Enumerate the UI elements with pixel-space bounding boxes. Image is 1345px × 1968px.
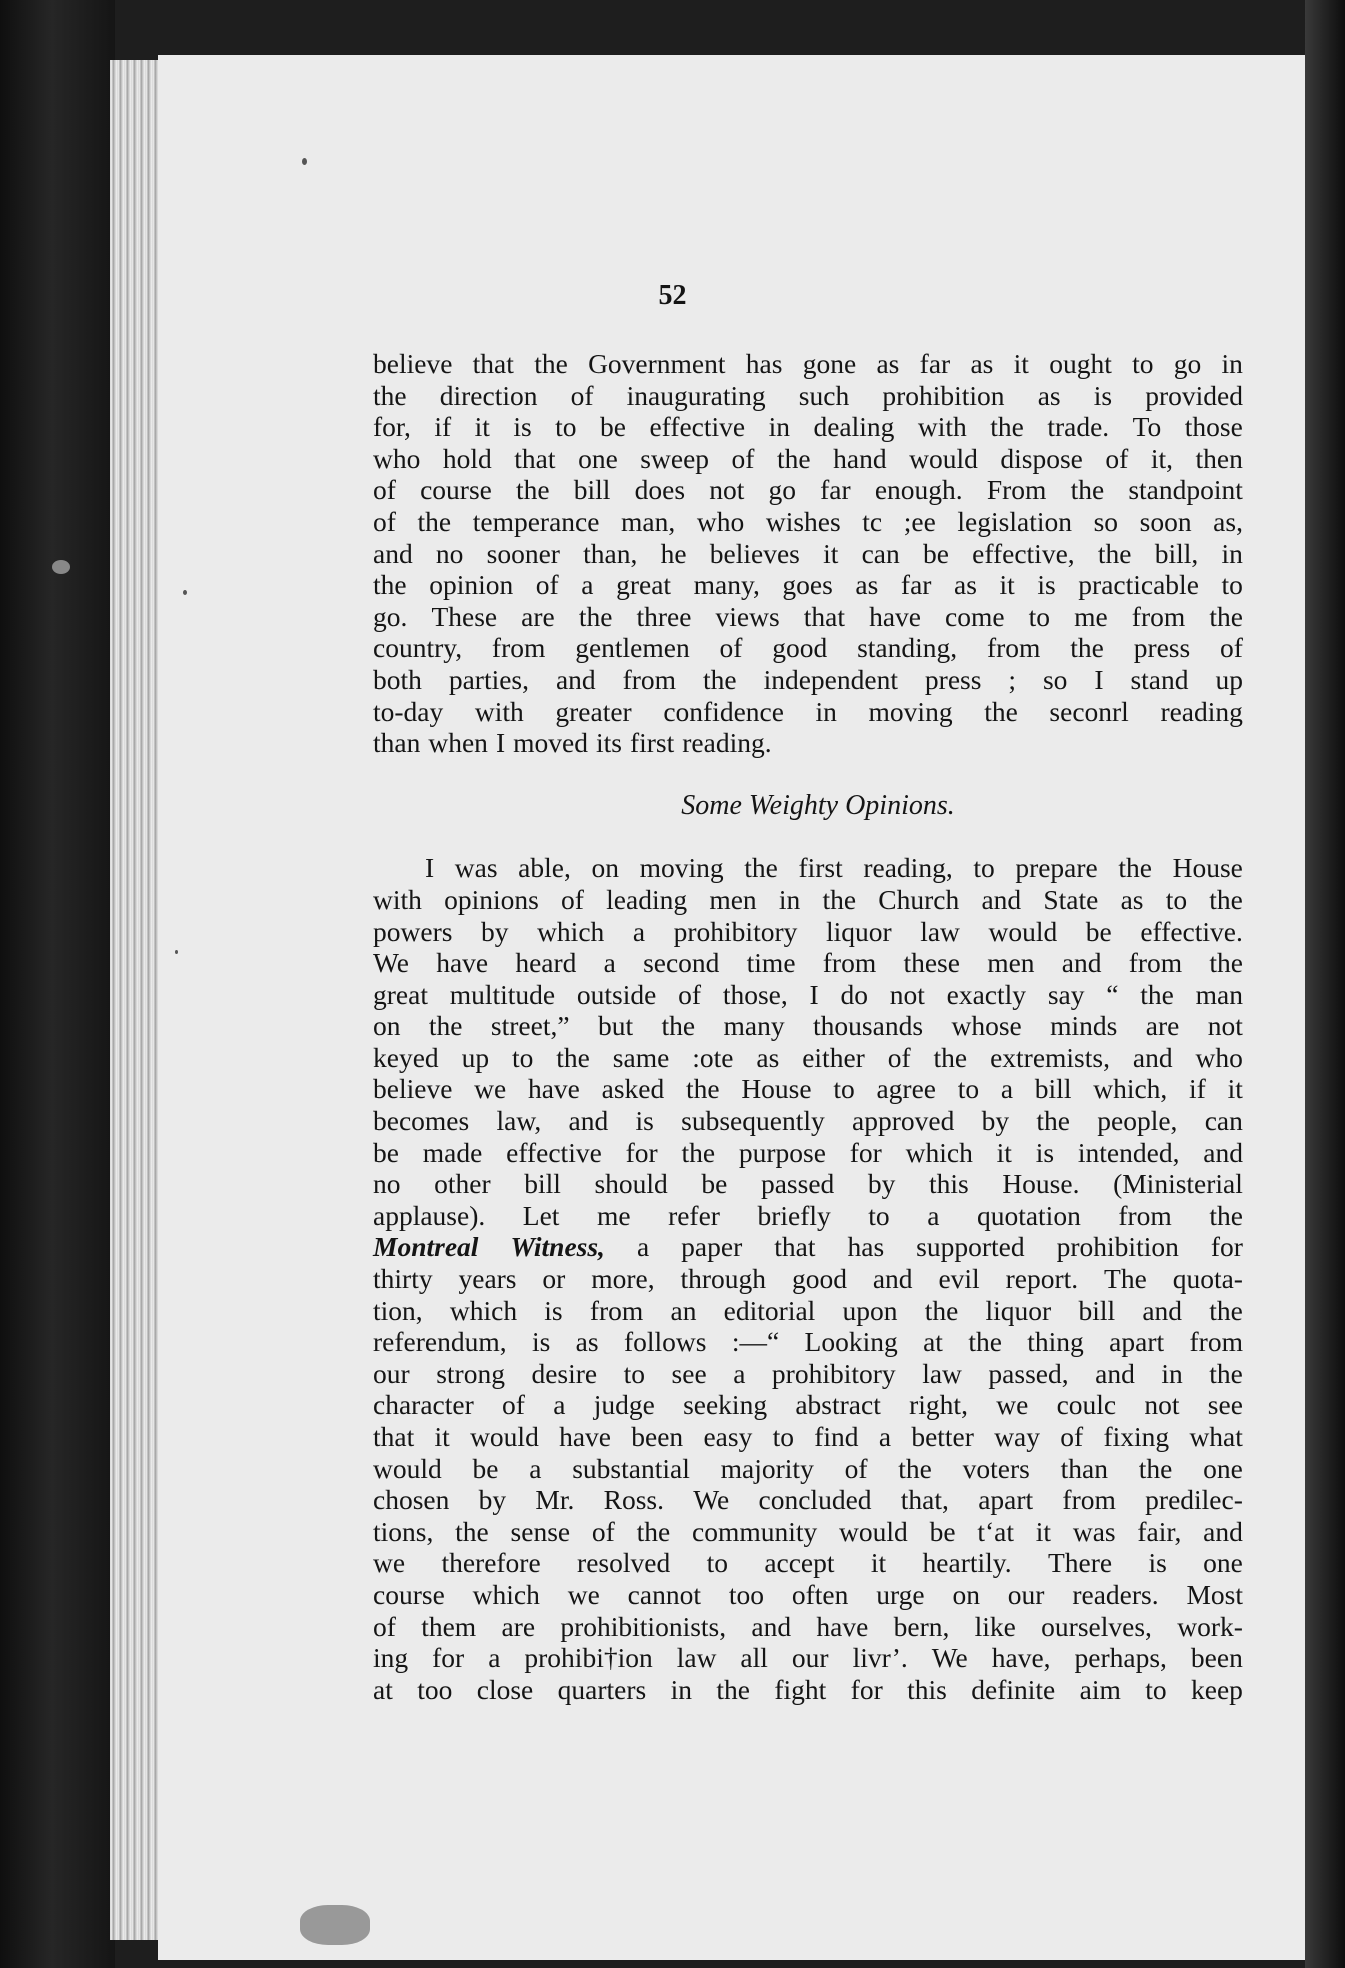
text-line: course which we cannot too often urge on our readers. Most [373, 1578, 1243, 1610]
page-number: 52 [658, 280, 687, 311]
text-line: of the temperance man, who wishes tc ;ee legislation so soon as, [373, 505, 1243, 537]
text-line: believe that the Government has gone as far as it ought to go in [373, 348, 1243, 379]
text-line: go. These are the three views that have come to me from the [373, 600, 1243, 632]
text-line: the direction of inaugurating such prohibition as is provided [373, 379, 1243, 411]
text-line: powers by which a prohibitory liquor law would be effective. [373, 915, 1243, 947]
text-line: thirty years or more, through good and evil report. The quota- [373, 1263, 1243, 1295]
section-heading: Some Weighty Opinions. [681, 789, 955, 821]
text-line: We have heard a second time from these men and from the [373, 947, 1243, 979]
text-line: no other bill should be passed by this House. (Ministerial [373, 1168, 1243, 1200]
text-line: country, from gentlemen of good standing, from the press of [373, 632, 1243, 664]
text-line: that it would have been easy to find a better way of fixing what [373, 1421, 1243, 1452]
scan-speck [183, 590, 187, 595]
text-line: be made effective for the purpose for which it is intended, and [373, 1136, 1243, 1168]
text-line: the opinion of a great many, goes as far as it is practicable to [373, 569, 1243, 601]
text-line: keyed up to the same :ote as either of the extremists, and who [373, 1041, 1243, 1073]
paragraph-1 [373, 348, 1243, 759]
scan-speck [300, 1905, 370, 1945]
text-line: chosen by Mr. Ross. We concluded that, apart from predilec- [373, 1484, 1243, 1516]
body-text [373, 348, 1243, 1705]
text-line: who hold that one sweep of the hand would dispose of it, then [373, 442, 1243, 474]
text-line: of course the bill does not go far enough. From the standpoint [373, 474, 1243, 506]
page-edges [110, 60, 158, 1940]
text-line: would be a substantial majority of the voters than the one [373, 1452, 1243, 1484]
text-line: becomes law, and is subsequently approved by the people, can [373, 1105, 1243, 1137]
text-line: both parties, and from the independent press ; so I stand up [373, 663, 1243, 695]
text-line: at too close quarters in the fight for this definite aim to keep [373, 1673, 1243, 1705]
text-line: on the street,” but the many thousands whose minds are not [373, 1010, 1243, 1042]
paragraph-2 [373, 852, 1243, 1705]
scan-speck [52, 560, 70, 574]
text-line: ing for a prohibi†ion law all our livr’. We have, perhaps, been [373, 1642, 1243, 1674]
text-line: of them are prohibitionists, and have bern, like ourselves, work- [373, 1610, 1243, 1642]
text-line: character of a judge seeking abstract right, we coulc not see [373, 1389, 1243, 1421]
text-line: I was able, on moving the first reading, to prepare the House [425, 852, 1243, 884]
text-line: tions, the sense of the community would be tʻat it was fair, and [373, 1515, 1243, 1547]
text-line: to-day with greater confidence in moving the seconrl reading [373, 695, 1243, 727]
text-line: with opinions of leading men in the Church and State as to the [373, 883, 1243, 915]
text-line: we therefore resolved to accept it heartily. There is one [373, 1547, 1243, 1579]
text-line: for, if it is to be effective in dealing with the trade. To those [373, 411, 1243, 443]
text-line: applause). Let me refer briefly to a quotation from the [373, 1199, 1243, 1231]
scan-speck [175, 950, 178, 954]
text-line: believe we have asked the House to agree to a bill which, if it [373, 1073, 1243, 1105]
scan-speck [302, 158, 307, 165]
text-line: Montreal Witness, a paper that has supported prohibition for [373, 1231, 1243, 1263]
text-line: great multitude outside of those, I do not exactly say “ the man [373, 978, 1243, 1010]
text-line: our strong desire to see a prohibitory law passed, and in the [373, 1357, 1243, 1389]
text-line: than when I moved its first reading. [373, 727, 772, 759]
text-line: and no sooner than, he believes it can be effective, the bill, in [373, 537, 1243, 569]
text-line: referendum, is as follows :—“ Looking at the thing apart from [373, 1326, 1243, 1358]
text-line: tion, which is from an editorial upon the liquor bill and the [373, 1294, 1243, 1326]
